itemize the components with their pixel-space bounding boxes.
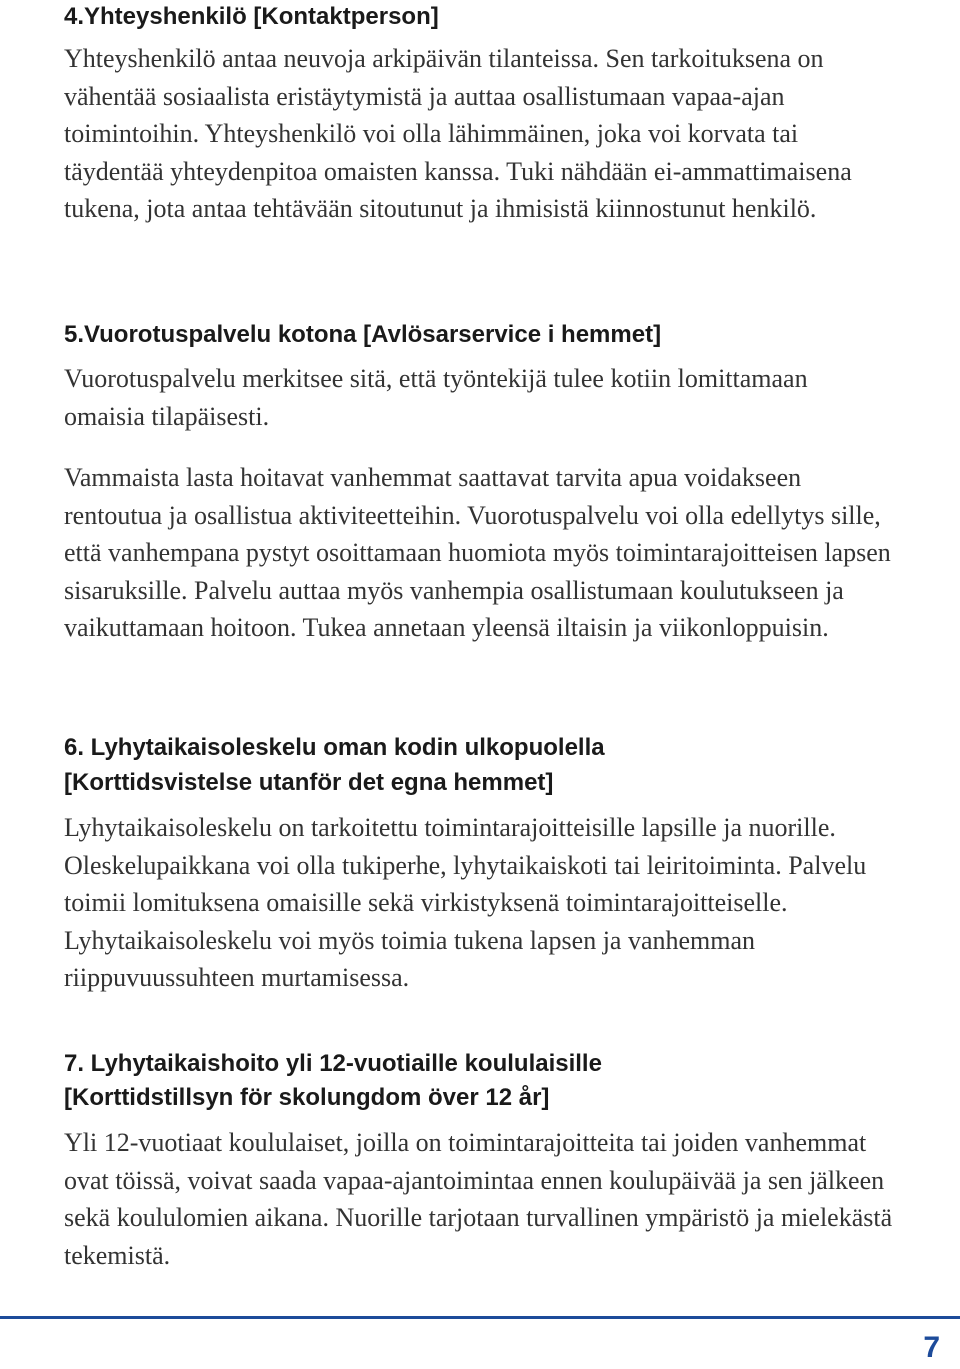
page-number: 7: [923, 1331, 940, 1364]
section-6-paragraph: Lyhytaikaisoleskelu on tarkoitettu toimintarajoitteisille lapsille ja nuorille. Oleskelupaikkana voi olla tukiperhe, lyhytaikaiskoti tai leiritoiminta. Palvelu toimii lomituksena omaisille sekä virkistyksenä toimintarajoitteiselle. Lyhytaikaisoleskelu voi myös toimia tukena lapsen ja vanhemman riippuvuussuhteen murtamisessa.: [64, 813, 867, 992]
section-5-heading: 5.Vuorotuspalvelu kotona [Avlösarservice i hemmet]: [64, 321, 662, 348]
section-7-paragraph: Yli 12-vuotiaat koululaiset, joilla on toimintarajoitteita tai joiden vanhemmat ovat töissä, voivat saada vapaa-ajantoimintaa ennen koulupäivää ja sen jälkeen sekä koululomien aikana. Nuorille tarjotaan turvallinen ympäristö ja mielekästä tekemistä.: [64, 1128, 893, 1270]
section-6-heading-line-1: 6. Lyhytaikaisoleskelu oman kodin ulkopuolella: [64, 734, 605, 761]
section-6-heading-line-2: [Korttidsvistelse utanför det egna hemmet]: [64, 769, 554, 796]
section-4-paragraph: Yhteyshenkilö antaa neuvoja arkipäivän tilanteissa. Sen tarkoituksena on vähentää sosiaalista eristäytymistä ja auttaa osallistumaan vapaa-ajan toimintoihin. Yhteyshenkilö voi olla lähimmäinen, joka voi korvata tai täydentää yhteydenpitoa omaisten kanssa. Tuki nähdään ei-ammattimaisena tukena, jota antaa tehtävään sitoutunut ja ihmisistä kiinnostunut henkilö.: [64, 44, 852, 223]
section-4-heading: 4.Yhteyshenkilö [Kontaktperson]: [64, 3, 439, 30]
section-5-paragraph-1: Vuorotuspalvelu merkitsee sitä, että työntekijä tulee kotiin lomittamaan omaisia tilapäisesti.: [64, 364, 808, 431]
footer-rule: [0, 1316, 960, 1319]
section-5-paragraph-2: Vammaista lasta hoitavat vanhemmat saattavat tarvita apua voidakseen rentoutua ja osallistua aktiviteetteihin. Vuorotuspalvelu voi olla edellytys sille, että vanhempana pystyt osoittamaan huomiota myös toimintarajoitteisen lapsen sisaruksille. Palvelu auttaa myös vanhempia osallistumaan koulutukseen ja vaikuttamaan hoitoon. Tukea annetaan yleensä iltaisin ja viikonloppuisin.: [64, 463, 891, 642]
section-7-heading-line-1: 7. Lyhytaikaishoito yli 12-vuotiaille koululaisille: [64, 1050, 602, 1077]
section-7-heading-line-2: [Korttidstillsyn för skolungdom över 12 år]: [64, 1084, 550, 1111]
